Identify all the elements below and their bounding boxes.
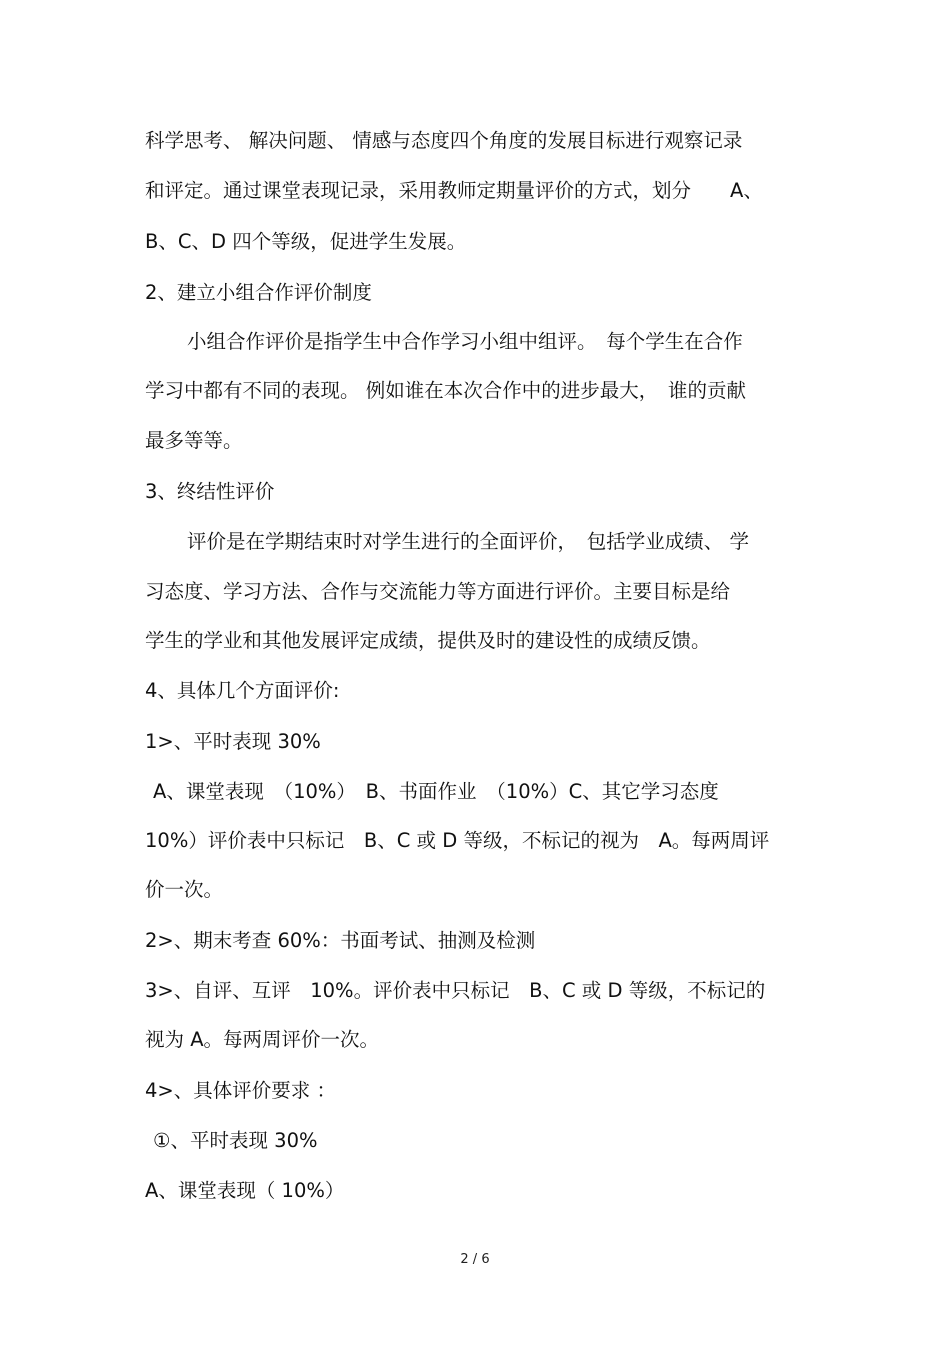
text-line: 学生的学业和其他发展评定成绩，提供及时的建设性的成绩反馈。 (145, 629, 711, 652)
list-item: 1>、平时表现 30% (145, 730, 321, 753)
text-line: 习态度、学习方法、合作与交流能力等方面进行评价。主要目标是给 (145, 580, 731, 603)
text-line: A、课堂表现（ 10%） (145, 1179, 345, 1202)
text-line: 小组合作评价是指学生中合作学习小组中组评。 每个学生在合作 (187, 330, 743, 353)
list-item: 2>、期末考查 60%：书面考试、抽测及检测 (145, 929, 536, 952)
text-line: 评价是在学期结束时对学生进行的全面评价， 包括学业成绩、 学 (187, 530, 749, 553)
text-line: 视为 A。每两周评价一次。 (145, 1028, 380, 1051)
list-item: 4>、具体评价要求 ： (145, 1079, 336, 1102)
text-line: B、C、D 四个等级，促进学生发展。 (145, 230, 467, 253)
text-line: 10%）评价表中只标记 B、C 或 D 等级，不标记的视为 A。每两周评 (145, 829, 770, 852)
section-heading: 3、终结性评价 (145, 480, 275, 503)
section-heading: 2、建立小组合作评价制度 (145, 281, 372, 304)
list-item: ①、平时表现 30% (153, 1129, 318, 1152)
section-heading: 4、具体几个方面评价: (145, 679, 340, 702)
text-line: 科学思考、 解决问题、 情感与态度四个角度的发展目标进行观察记录 (145, 129, 743, 152)
text-line: 和评定。通过课堂表现记录，采用教师定期量评价的方式，划分 A、 (145, 179, 763, 202)
list-item: 3>、自评、互评 10%。评价表中只标记 B、C 或 D 等级，不标记的 (145, 979, 766, 1002)
page-number: 2 / 6 (460, 1252, 490, 1267)
text-line: 学习中都有不同的表现。 例如谁在本次合作中的进步最大， 谁的贡献 (145, 379, 746, 402)
text-line: 价一次。 (145, 878, 224, 901)
text-line: 最多等等。 (145, 429, 243, 452)
text-line: A、课堂表现 （10%） B、书面作业 （10%）C、其它学习态度 (153, 780, 719, 803)
